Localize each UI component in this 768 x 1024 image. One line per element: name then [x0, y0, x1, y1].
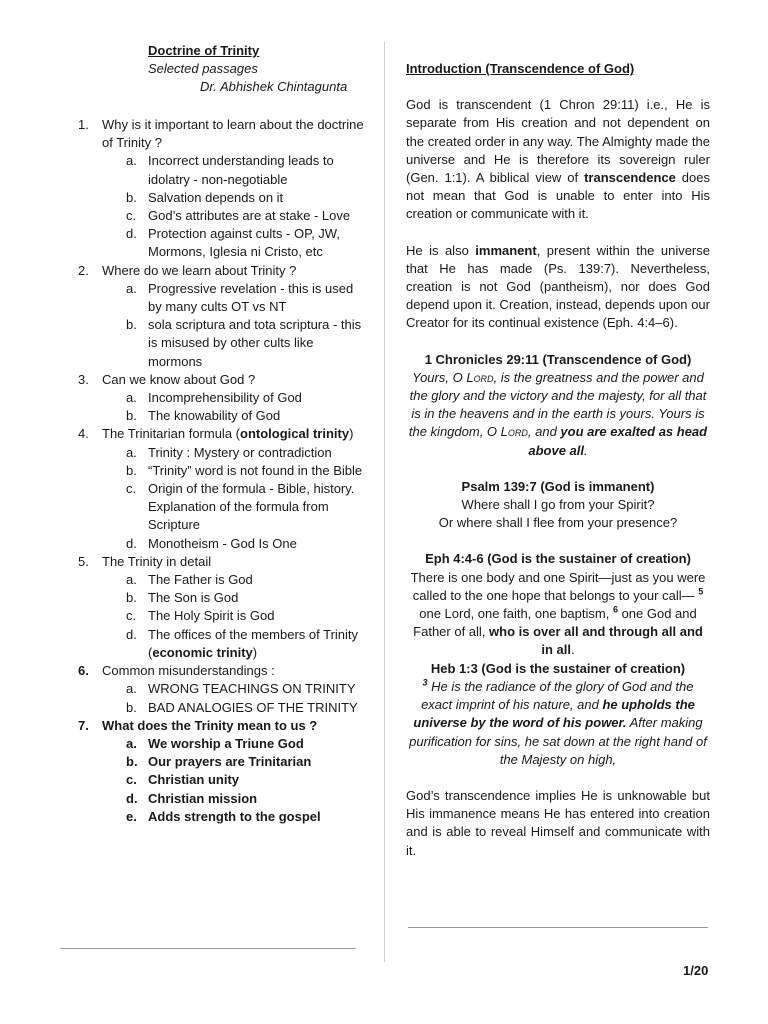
outline-item-1 [78, 116, 368, 262]
sub-item: a. The Father is God [126, 572, 253, 588]
left-footer-rule [60, 948, 356, 949]
sub-item: b. BAD ANALOGIES OF THE TRINITY [126, 699, 358, 715]
closing-paragraph: God’s transcendence implies He is unknowable but His immanence means He has entered into creation and is able to reveal Himself and communicate with it. [406, 787, 710, 858]
document-author: Dr. Abhishek Chintagunta [200, 79, 348, 94]
sub-item: b. “Trinity” word is not found in the Bible [126, 462, 363, 478]
item-label: Where do we learn about Trinity ? [102, 262, 297, 278]
outline-item-3 [78, 371, 368, 426]
verse-heading-ephesians: Eph 4:4-6 (God is the sustainer of creation) [425, 551, 691, 567]
item-label: The Trinity in detail [102, 553, 212, 569]
sub-item: c. The Holy Spirit is God [126, 608, 275, 624]
item-number: 1. [78, 117, 89, 132]
document-title: Doctrine of Trinity [148, 43, 260, 58]
outline-item-2 [78, 262, 368, 371]
sub-item: b. Our prayers are Trinitarian [126, 754, 312, 770]
outline-item-6 [78, 662, 368, 717]
item-number: 5. [78, 553, 89, 569]
sub-item: d. The offices of the members of Trinity (economic trinity) [126, 626, 359, 660]
sub-item: c. Origin of the formula - Bible, history. Explanation of the formula from Scripture [126, 481, 355, 533]
item-number: 7. [78, 717, 89, 733]
sub-item: c. Christian unity [126, 772, 240, 788]
verse-psalm-line-2: Or where shall I flee from your presence? [438, 515, 678, 531]
verse-ephesians: There is one body and one Spirit—just as you were called to the one hope that belongs to your call— $^5$ one Lord, one faith, one baptism, $^6$ one God and Father of all, who is over all and through all and in all. [410, 569, 706, 658]
item-label: Why is it important to learn about the doctrine of Trinity ? [102, 117, 364, 151]
item-label: Common misunderstandings : [102, 663, 275, 679]
item-number: 3. [78, 371, 89, 387]
outline-item-7 [78, 717, 368, 826]
sub-item: a. WRONG TEACHINGS ON TRINITY [126, 681, 356, 697]
intro-paragraph-2: He is also immanent, present within the universe that He has made (Ps. 139:7). Nevertheless, creation is not God (pantheism), nor does God depend upon it. Creation, instead, depends upon our Creator for its continual existence (Eph. 4:4–6). [406, 242, 710, 331]
column-divider [384, 42, 385, 962]
title-block [78, 42, 368, 96]
sub-item: b. The knowability of God [126, 408, 281, 424]
item-number: 2. [78, 262, 89, 278]
sub-item: b. Salvation depends on it [126, 189, 284, 205]
verse-heading-hebrews: Heb 1:3 (God is the sustainer of creation) [430, 660, 686, 676]
sub-item: a. Trinity : Mystery or contradiction [126, 444, 332, 460]
outline-list [78, 116, 368, 826]
sub-item: a. Incorrect understanding leads to idolatry - non-negotiable [126, 153, 334, 187]
item-label: What does the Trinity mean to us ? [102, 717, 318, 733]
sub-item: a. Incomprehensibility of God [126, 390, 302, 406]
verse-heading-chronicles: 1 Chronicles 29:11 (Transcendence of God) [424, 351, 692, 367]
sub-item: c. God’s attributes are at stake - Love [126, 208, 351, 224]
sub-item: d. Monotheism - God Is One [126, 535, 297, 551]
verse-heading-psalm: Psalm 139:7 (God is immanent) [461, 478, 655, 494]
document-subtitle: Selected passages [148, 61, 258, 76]
item-label: Can we know about God ? [102, 371, 256, 387]
right-footer-rule [408, 927, 708, 928]
commentary-column [406, 60, 710, 860]
sub-item: d. Protection against cults - OP, JW, Mormons, Iglesia ni Cristo, etc [126, 226, 340, 260]
sub-item: b. The Son is God [126, 590, 239, 606]
page-number: 1/20 [683, 963, 709, 978]
verse-chronicles: Yours, O Lord, is the greatness and the power and the glory and the victory and the majesty, for all that is in the heavens and in the earth is yours. Yours is the kingdom, O Lord, and you are exalted as head above all. [408, 369, 708, 458]
outline-item-4 [78, 425, 368, 552]
outline-column [78, 42, 368, 826]
sub-item: a. We worship a Triune God [126, 735, 304, 751]
item-number: 4. [78, 426, 89, 442]
sub-item: b. sola scriptura and tota scriptura - this is misused by other cults like mormons [126, 317, 362, 369]
verse-hebrews: $^3$ He is the radiance of the glory of God and the exact imprint of his nature, and he upholds the universe by the word of his power. After making purification for sins, he sat down at the right hand of the Majesty on high, [409, 677, 707, 767]
item-number: 6. [78, 663, 89, 679]
intro-heading: Introduction (Transcendence of God) [406, 61, 635, 76]
intro-paragraph-1: God is transcendent (1 Chron 29:11) i.e., He is separate from His creation and not dependent on the created order in any way. The Almighty made the universe and He is therefore its sovereign ruler (Gen. 1:1). A biblical view of transcendence does not mean that God is unable to enter into His creation or communicate with it. [406, 97, 710, 222]
verse-psalm-line-1: Where shall I go from your Spirit? [461, 497, 655, 513]
sub-item: e. Adds strength to the gospel [126, 808, 321, 824]
item-label: The Trinitarian formula (ontological trinity) [102, 426, 354, 442]
outline-item-5 [78, 553, 368, 662]
sub-item: a. Progressive revelation - this is used by many cults OT vs NT [126, 280, 354, 315]
sub-item: d. Christian mission [126, 790, 258, 806]
